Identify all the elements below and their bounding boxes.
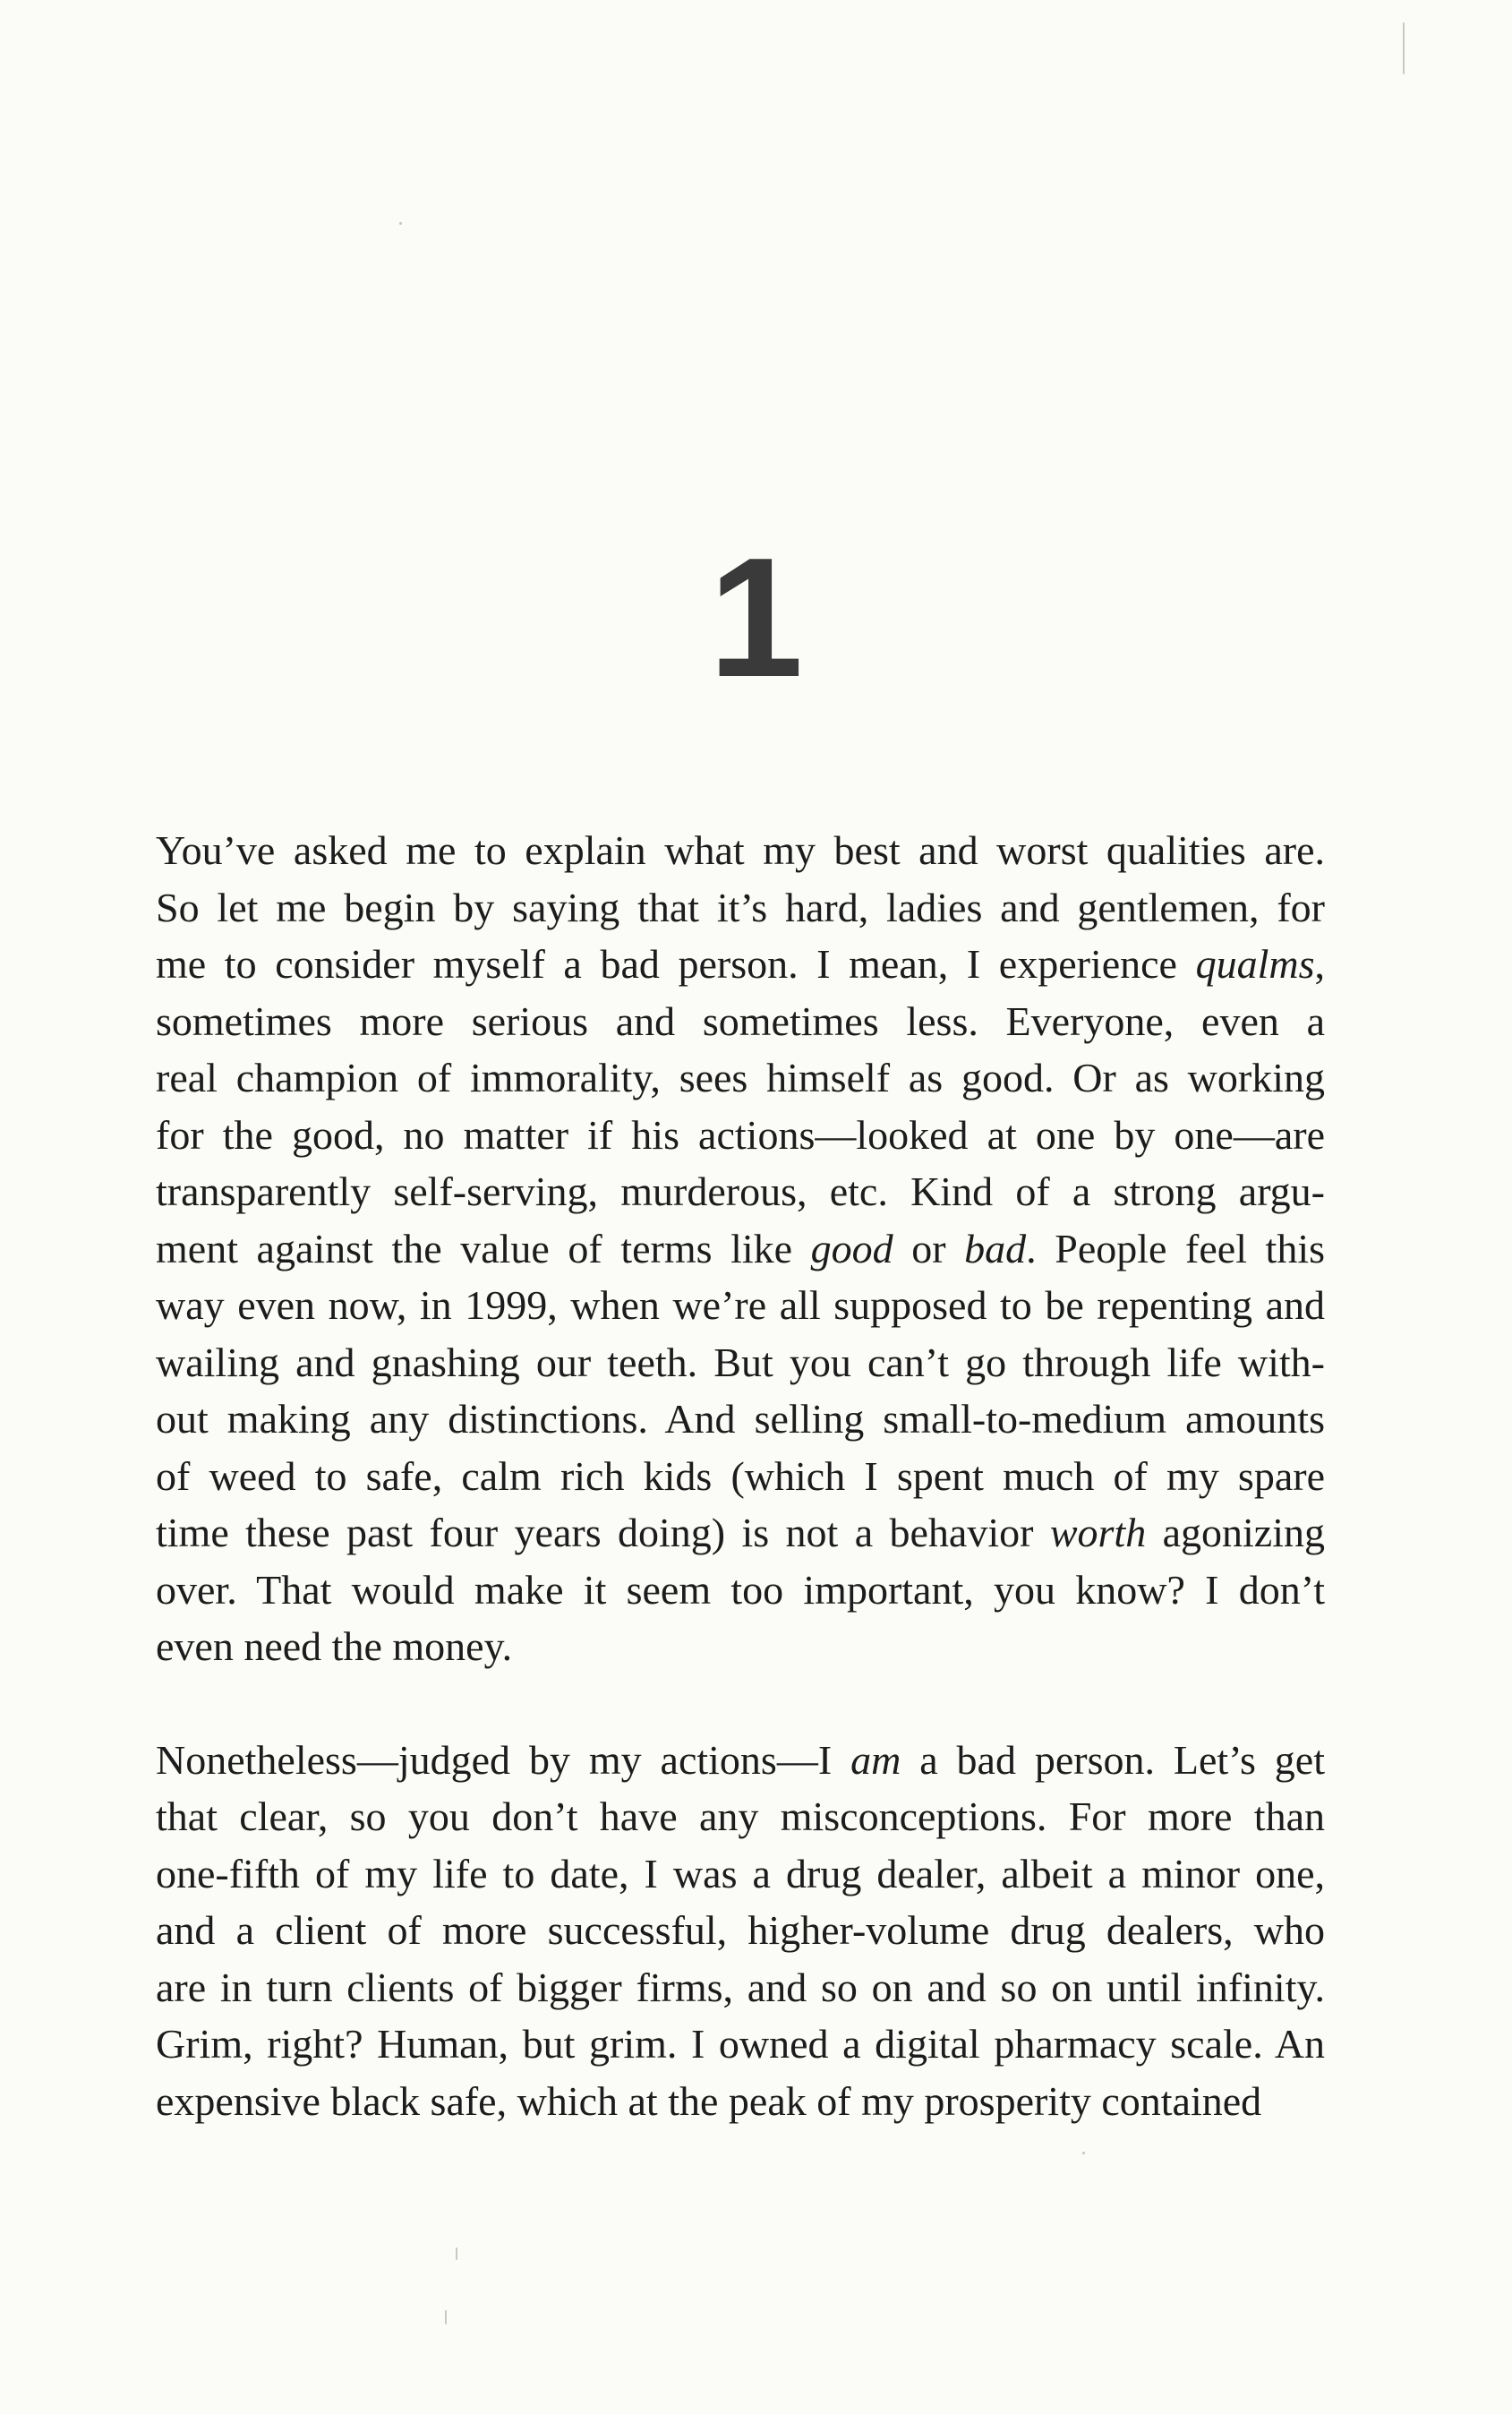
text-line bbox=[156, 1049, 1325, 1107]
text-line bbox=[156, 1391, 1325, 1448]
emphasis: qualms bbox=[1195, 941, 1315, 987]
text-run: over. That would make it seem too important, you know? I don’t bbox=[156, 1566, 1325, 1613]
paragraph bbox=[156, 1732, 1325, 2130]
text-run: and a client of more successful, higher-volume drug dealers, who bbox=[156, 1907, 1325, 1953]
text-run: out making any distinctions. And selling small-to-medium amounts bbox=[156, 1396, 1325, 1442]
chapter-number: 1 bbox=[708, 523, 804, 713]
text-line bbox=[156, 1107, 1325, 1164]
text-line bbox=[156, 1504, 1325, 1562]
text-line bbox=[156, 1732, 1325, 1789]
text-run: expensive black safe, which at the peak of my prosperity contained bbox=[156, 2077, 1262, 2124]
text-run: me to consider myself a bad person. I mean, I experience bbox=[156, 941, 1196, 987]
text-run: . People feel this bbox=[1026, 1225, 1326, 1271]
emphasis: worth bbox=[1049, 1510, 1147, 1555]
text-run: ment against the value of terms like bbox=[156, 1225, 811, 1271]
text-line bbox=[156, 2016, 1325, 2073]
text-run: real champion of immorality, sees himself as good. Or as working bbox=[156, 1055, 1325, 1100]
text-run: that clear, so you don’t have any misconceptions. For more than bbox=[156, 1793, 1325, 1839]
text-line bbox=[156, 1902, 1325, 1959]
text-line bbox=[156, 2073, 1325, 2130]
text-line bbox=[156, 1562, 1325, 1619]
text-run: transparently self-serving, murderous, etc. Kind of a strong argu- bbox=[156, 1168, 1325, 1214]
text-run: Nonetheless—judged by my actions—I bbox=[156, 1736, 851, 1783]
emphasis: good bbox=[810, 1225, 893, 1271]
scan-speck bbox=[1403, 22, 1405, 74]
text-line bbox=[156, 1618, 1325, 1675]
text-line bbox=[156, 1959, 1325, 2016]
scan-speck bbox=[1082, 2152, 1085, 2154]
text-run: , bbox=[1314, 941, 1325, 987]
text-run: agonizing bbox=[1146, 1510, 1325, 1555]
scan-speck bbox=[399, 222, 402, 225]
text-run: one-fifth of my life to date, I was a drug dealer, albeit a minor one, bbox=[156, 1850, 1325, 1896]
text-line bbox=[156, 936, 1325, 993]
text-line bbox=[156, 1220, 1325, 1278]
text-run: time these past four years doing) is not a behavior bbox=[156, 1510, 1050, 1555]
paragraph bbox=[156, 822, 1325, 1675]
text-run: Grim, right? Human, but grim. I owned a digital pharmacy scale. An bbox=[156, 2021, 1325, 2067]
text-run: are in turn clients of bigger firms, and so on and so on until infinity. bbox=[156, 1964, 1325, 2010]
text-run: way even now, in 1999, when we’re all supposed to be repenting and bbox=[156, 1282, 1325, 1328]
text-run: You’ve asked me to explain what my best and worst qualities are. bbox=[156, 827, 1325, 873]
text-line bbox=[156, 1448, 1325, 1505]
text-run: even need the money. bbox=[156, 1623, 513, 1669]
text-line bbox=[156, 1163, 1325, 1220]
scan-speck bbox=[445, 2310, 447, 2324]
text-line bbox=[156, 1845, 1325, 1903]
text-run: So let me begin by saying that it’s hard, ladies and gentlemen, for bbox=[156, 884, 1325, 930]
text-run: sometimes more serious and sometimes less. Everyone, even a bbox=[156, 997, 1325, 1044]
text-line bbox=[156, 1788, 1325, 1845]
emphasis: bad bbox=[964, 1225, 1027, 1271]
scan-speck bbox=[456, 2247, 457, 2260]
text-run: of weed to safe, calm rich kids (which I spent much of my spare bbox=[156, 1452, 1325, 1499]
text-line bbox=[156, 879, 1325, 937]
text-run: a bad person. Let’s get bbox=[901, 1736, 1325, 1783]
text-line bbox=[156, 993, 1325, 1050]
text-line bbox=[156, 1334, 1325, 1391]
emphasis: am bbox=[850, 1736, 901, 1783]
chapter-body bbox=[156, 822, 1325, 2129]
text-line bbox=[156, 1277, 1325, 1334]
text-run: or bbox=[893, 1225, 965, 1271]
text-run: wailing and gnashing our teeth. But you can’t go through life with- bbox=[156, 1339, 1325, 1385]
text-run: for the good, no matter if his actions—looked at one by one—are bbox=[156, 1111, 1325, 1158]
text-line bbox=[156, 822, 1325, 879]
